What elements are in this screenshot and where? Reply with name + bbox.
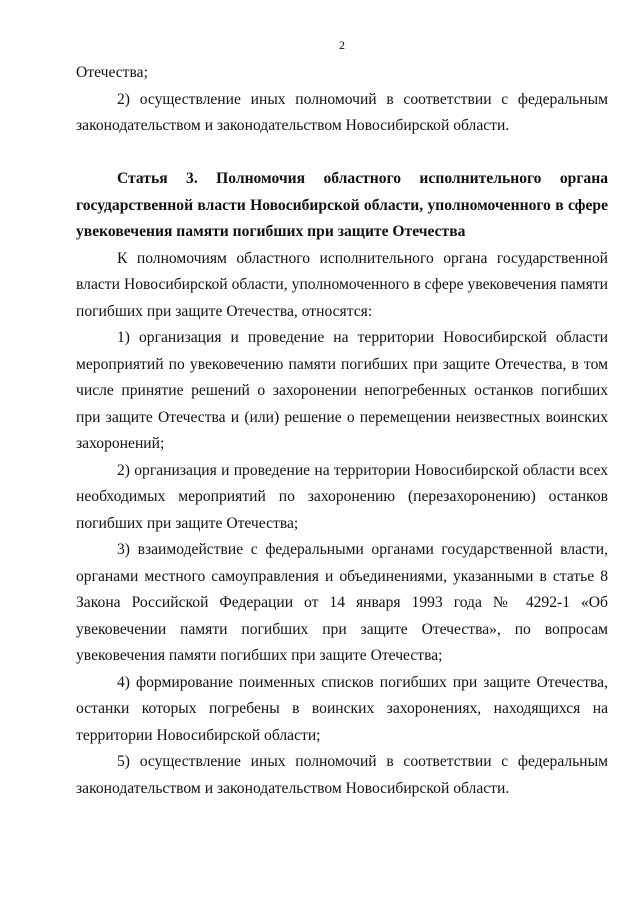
paragraph-continuation: Отечества; xyxy=(76,64,148,81)
page-number: 2 xyxy=(339,38,345,52)
article-3-heading: Статья 3. Полномочия областного исполнительного органа государственной власти Новосибирской области, уполномоченного в сфере увековечения памяти погибших при защите Отечества xyxy=(76,170,608,240)
list-item-1: 1) организация и проведение на территории Новосибирской области мероприятий по увековечению памяти погибших при защите Отечества, в том числе принятие решений о захоронении непогребенных останков погибших при защите Отечества и (или) решение о перемещении неизвестных воинских захоронений; xyxy=(76,329,608,452)
article-3-intro: К полномочиям областного исполнительного органа государственной власти Новосибирской области, уполномоченного в сфере увековечения памяти погибших при защите Отечества, относятся: xyxy=(76,249,608,320)
list-item-2-previous-article: 2) осуществление иных полномочий в соответствии с федеральным законодательством и законодательством Новосибирской области. xyxy=(76,90,608,134)
document-body xyxy=(76,60,608,802)
list-item-5: 5) осуществление иных полномочий в соответствии с федеральным законодательством и законодательством Новосибирской области. xyxy=(76,753,608,797)
list-item-4: 4) формирование поименных списков погибших при защите Отечества, останки которых погребены в воинских захоронениях, находящихся на территории Новосибирской области; xyxy=(76,673,608,744)
list-item-2: 2) организация и проведение на территории Новосибирской области всех необходимых мероприятий по захоронению (перезахоронению) останков погибших при защите Отечества; xyxy=(76,461,608,532)
list-item-3: 3) взаимодействие с федеральными органами государственной власти, органами местного самоуправления и объединениями, указанными в статье 8 Закона Российской Федерации от 14 января 1993 года № 4292-1 «Об увековечении памяти погибших при защите Отечества», по вопросам увековечения памяти погибших при защите Отечества; xyxy=(76,541,608,664)
